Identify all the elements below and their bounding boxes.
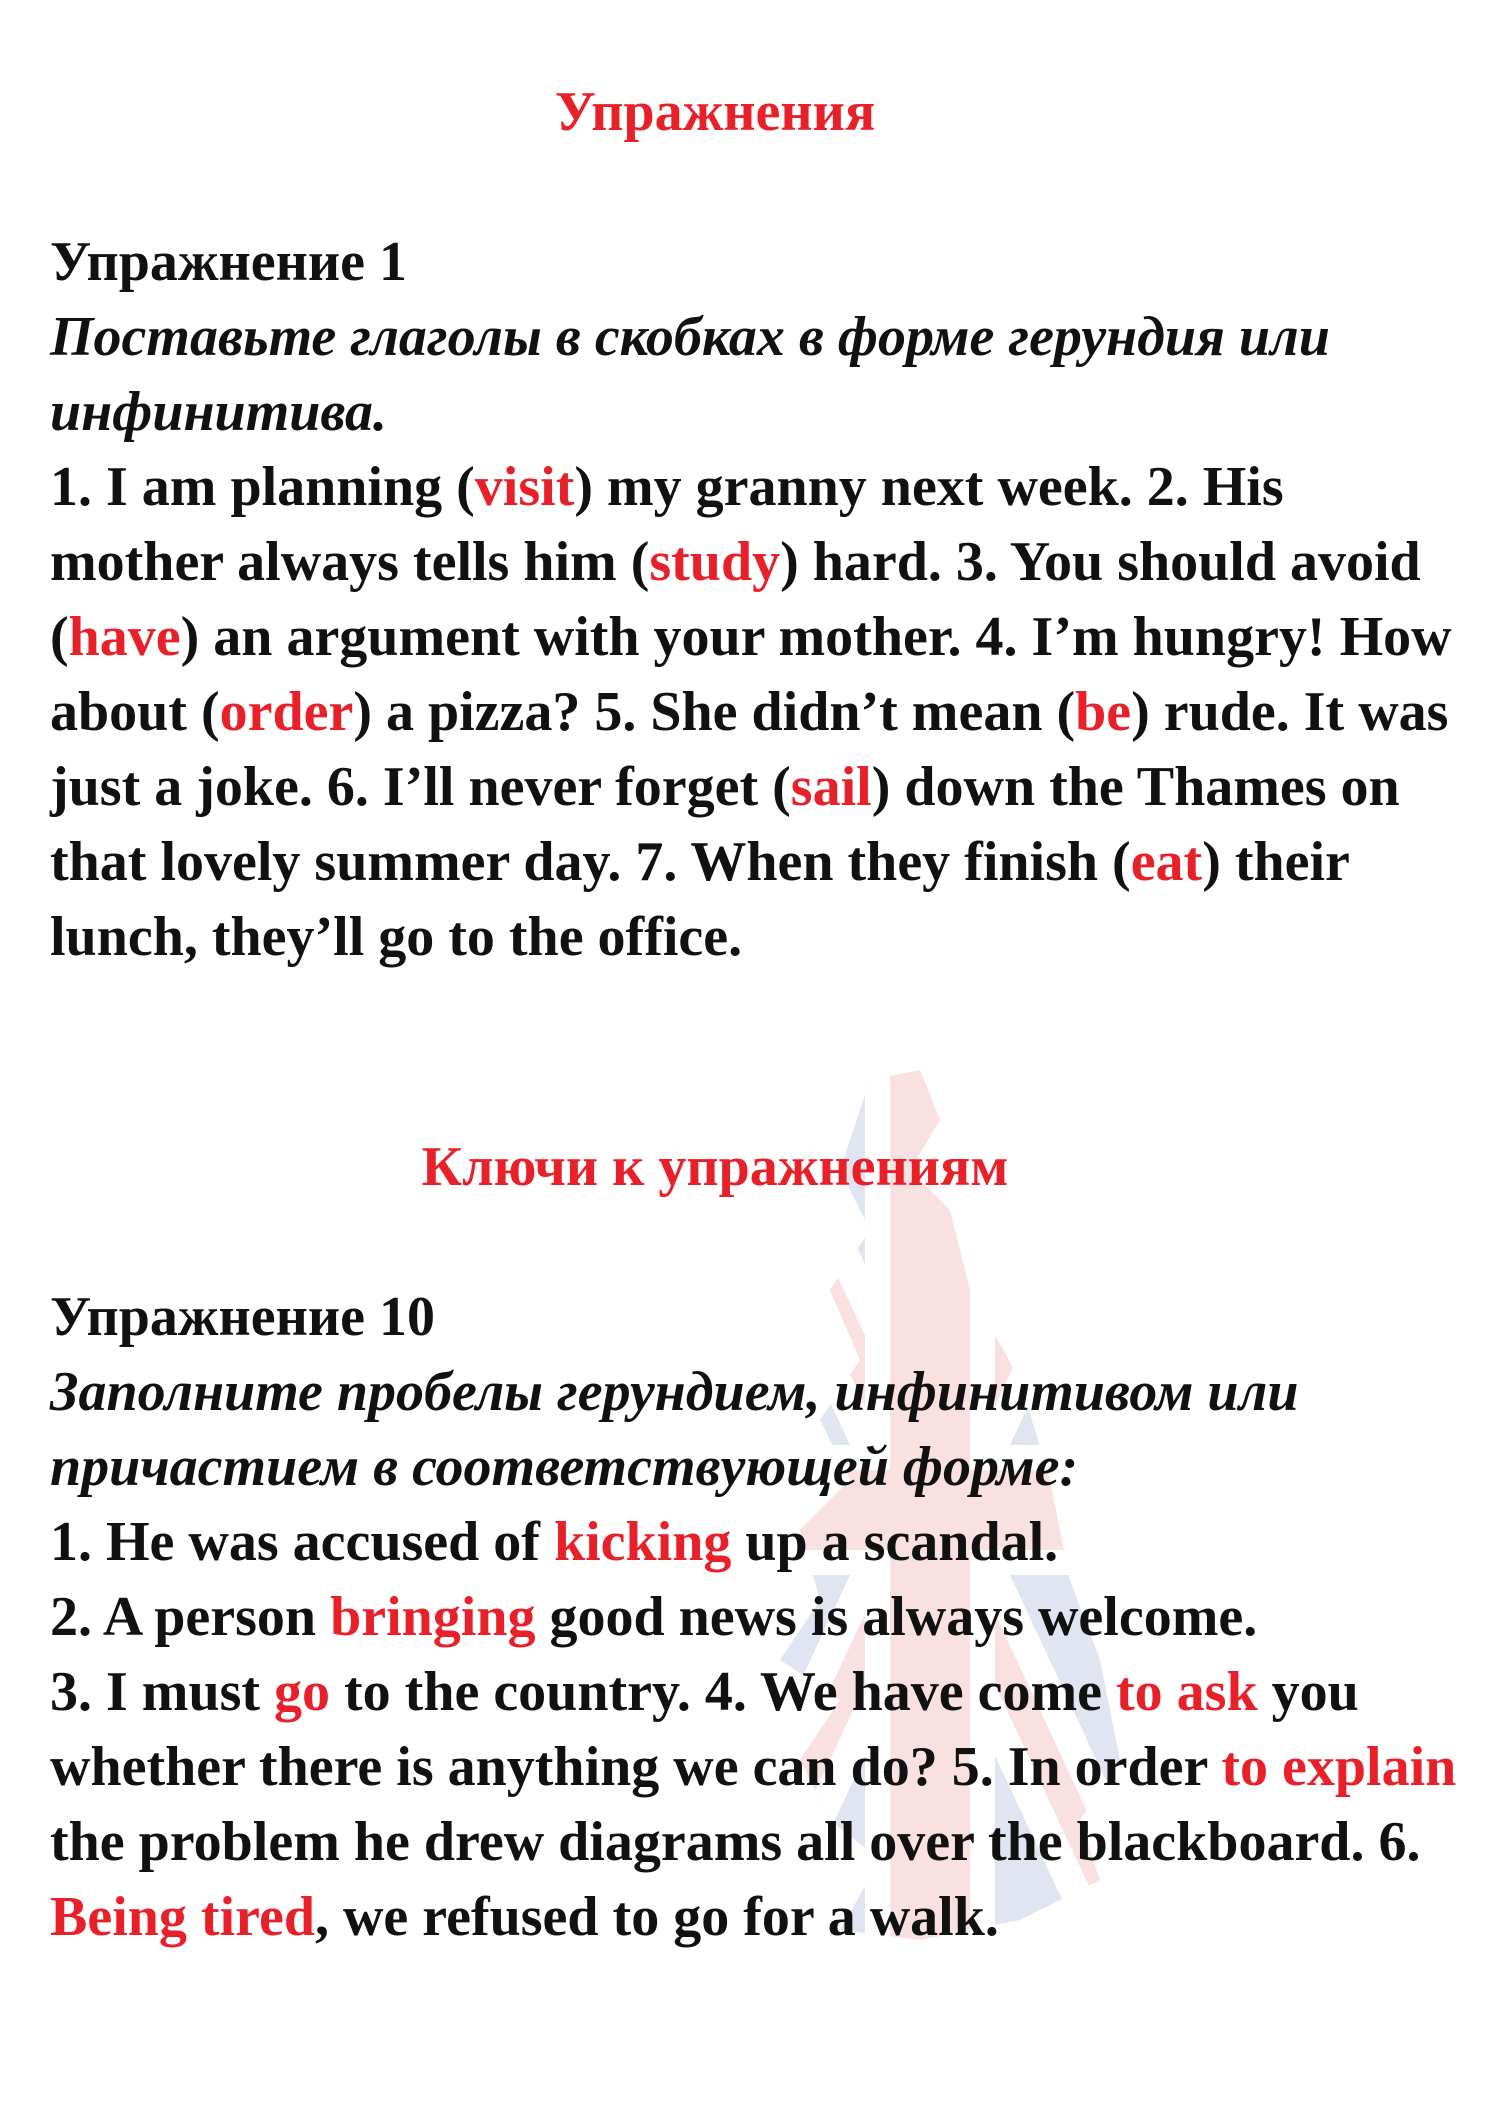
text-segment: ) my granny next week. 2. His mother always tells him ( [50, 456, 1284, 593]
text-segment: , we refused to go for a walk. [314, 1886, 999, 1948]
text-segment: to the country. 4. We have come [330, 1661, 1116, 1723]
text-segment: ) rude. It was just a joke. 6. I’ll never forget ( [50, 681, 1449, 818]
highlighted-answer: be [1075, 681, 1132, 743]
text-segment: ) their lunch, they’ll go to the office. [50, 831, 1349, 968]
highlighted-answer: have [68, 606, 181, 668]
exercise-1-heading: Упражнение 1 [50, 231, 408, 293]
highlighted-answer: to explain [1221, 1736, 1457, 1798]
exercise-10-instruction: Заполните пробелы герундием, инфинитивом или причастием в соответствующей форме: [50, 1361, 1299, 1498]
highlighted-answer: study [649, 531, 781, 593]
highlighted-answer: kicking [553, 1511, 732, 1573]
exercise-10 [50, 1280, 1460, 1955]
text-segment: you whether there is anything we can do? 5. In order [50, 1661, 1359, 1798]
highlighted-answer: order [219, 681, 354, 743]
highlighted-answer: go [274, 1661, 331, 1723]
highlighted-answer: eat [1130, 831, 1203, 893]
text-segment: 1. He was accused of [50, 1511, 554, 1573]
text-segment: ) hard. 3. You should avoid ( [50, 531, 1421, 668]
text-segment: the problem he drew diagrams all over the blackboard. 6. [50, 1811, 1421, 1873]
highlighted-answer: sail [790, 756, 872, 818]
highlighted-answer: visit [474, 456, 575, 518]
text-segment: 3. I must [50, 1661, 275, 1723]
exercise-10-heading: Упражнение 10 [50, 1286, 436, 1348]
text-segment: 1. I am planning ( [50, 456, 475, 518]
exercises-title: Упражнения [554, 81, 876, 143]
exercise-1-instruction: Поставьте глаголы в скобках в форме герундия или инфинитива. [50, 306, 1330, 443]
keys-title: Ключи к упражнениям [421, 1136, 1009, 1198]
exercise-10-text [50, 1511, 1456, 1948]
text-segment: good news is always welcome. [535, 1586, 1258, 1648]
text-segment: ) down the Thames on that lovely summer day. 7. When they finish ( [50, 756, 1400, 893]
text-segment: ) an argument with your mother. 4. I’m hungry! How about ( [50, 606, 1452, 743]
text-segment: ) a pizza? 5. She didn’t mean ( [353, 681, 1076, 743]
text-segment: 2. A person [50, 1586, 331, 1648]
text-segment: up a scandal. [731, 1511, 1059, 1573]
exercise-1-text [50, 456, 1452, 968]
exercise-1 [50, 225, 1460, 975]
highlighted-answer: to ask [1116, 1661, 1258, 1723]
highlighted-answer: Being tired [50, 1886, 315, 1948]
highlighted-answer: bringing [330, 1586, 536, 1648]
